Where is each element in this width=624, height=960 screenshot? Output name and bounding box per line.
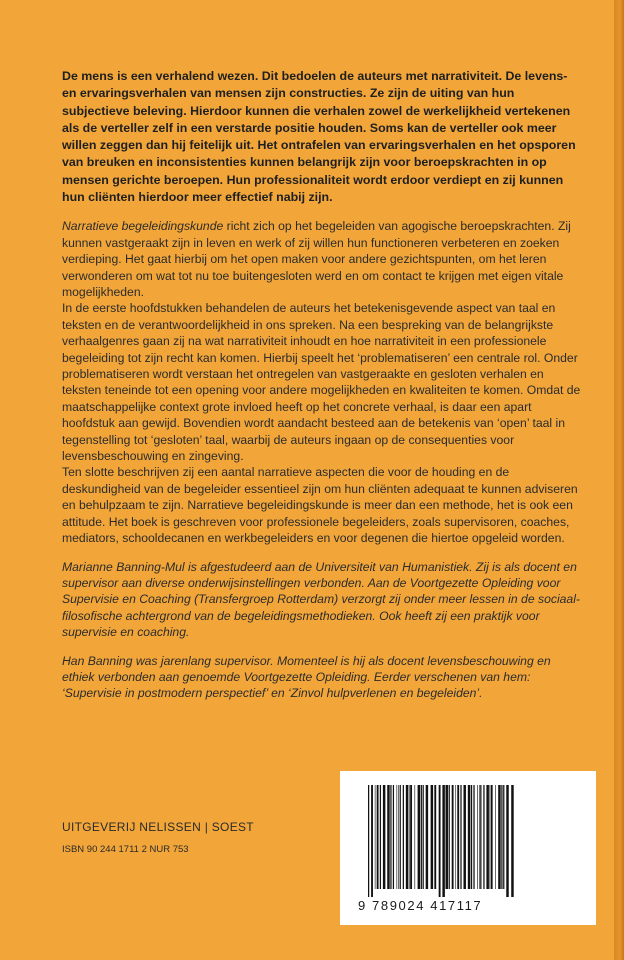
barcode-bar	[463, 785, 465, 889]
barcode-bar	[403, 785, 404, 889]
barcode-bar	[449, 785, 450, 889]
barcode-bar	[397, 785, 398, 889]
isbn-nur-line: ISBN 90 244 1711 2 NUR 753	[62, 844, 189, 855]
barcode-bar	[390, 785, 391, 889]
barcode-bar	[406, 785, 408, 889]
barcode-bar	[377, 785, 379, 889]
barcode-bar	[383, 785, 385, 889]
barcode-bar	[457, 785, 459, 889]
barcode-bars	[368, 785, 578, 897]
publisher-name: UITGEVERIJ NELISSEN | SOEST	[62, 820, 254, 834]
blurb-text-block	[62, 68, 582, 714]
barcode-bar	[483, 785, 484, 889]
barcode-bar	[452, 785, 454, 889]
barcode-bar	[439, 785, 441, 897]
description-paragraph-3: Ten slotte beschrijven zij een aantal narratieve aspecten die voor de houding en de deskundigheid van de begeleider essentieel zijn om hun cliënten adequaat te kunnen adviseren en behulpzaam te zijn. Narratieve begeleidingskunde is meer dan een methode, het is ook een attitude. Het boek is geschreven voor professionele begeleiders, zoals supervisoren, coaches, mediators, schooldecanen en werkbegeleiders en voor degenen die hiertoe opgeleid worden.	[62, 465, 578, 546]
barcode-bar	[471, 785, 472, 889]
barcode-bar	[460, 785, 461, 889]
barcode-bar	[387, 785, 389, 889]
barcode-bar	[400, 785, 401, 889]
barcode-digits: 9 789024 417117	[358, 898, 483, 913]
barcode	[340, 771, 596, 925]
barcode-bar	[393, 785, 394, 889]
intro-paragraph: De mens is een verhalend wezen. Dit bedoelen de auteurs met narrativiteit. De levens- en ervaringsverhalen van mensen zijn constructies. Ze zijn de uiting van hun subjectieve beleving. Hierdoor kunnen die verhalen zowel de werkelijkheid vertekenen als de verteller zelf in een verstarde positie houden. Soms kan de verteller ook meer willen zeggen dan hij feitelijk uit. Het ontrafelen van ervaringsverhalen en het opsporen van breuken en inconsistenties kunnen belangrijk zijn voor beroepskrachten in op mensen gerichte beroepen. Hun professionaliteit wordt erdoor verdiept en zij kunnen hun cliënten hierdoor meer effectief nabij zijn.	[62, 69, 576, 205]
barcode-bar	[455, 785, 456, 889]
description-paragraph-1	[62, 218, 582, 300]
barcode-bar	[501, 785, 502, 889]
barcode-bar	[431, 785, 433, 889]
barcode-bar	[498, 785, 500, 889]
barcode-bar	[415, 785, 416, 889]
barcode-bar	[409, 785, 410, 889]
barcode-bar	[506, 785, 508, 897]
barcode-bar	[446, 785, 448, 889]
barcode-bar	[398, 785, 399, 889]
description-paragraph-2: In de eerste hoofdstukken behandelen de auteurs het betekenisgevende aspect van taal en teksten en de verantwoordelijkheid in ons spreken. Na een bespreking van de belangrijkste verhaalgenres gaan zij na wat narrativiteit inhoudt en hoe narrativiteit in een professionele begeleiding tot zijn recht kan komen. Hierbij speelt het ‘problematiseren’ een centrale rol. Onder problematiseren wordt verstaan het ontregelen van vastgeraakte en gesloten verhalen en teksten teneinde tot een opening voor andere mogelijkheden en kwaliteiten te komen. Omdat de maatschappelijke context grote invloed heeft op het concrete verhaal, is daar een apart hoofdstuk aan gewijd. Bovendien wordt aandacht besteed aan de betekenis van ‘open’ taal in tegenstelling tot ‘gesloten’ taal, waarbij de auteurs ingaan op de consequenties voor levensbeschouwing en zingeving.	[62, 301, 581, 464]
barcode-bar	[473, 785, 474, 889]
barcode-bar	[375, 785, 376, 889]
barcode-bar	[368, 785, 369, 897]
barcode-bar	[486, 785, 488, 889]
barcode-bar	[511, 785, 513, 897]
barcode-bar	[503, 785, 504, 889]
book-title-italic: Narratieve begeleidingskunde	[62, 219, 224, 234]
barcode-bar	[426, 785, 428, 889]
barcode-bar	[434, 785, 436, 889]
barcode-bar	[423, 785, 424, 889]
barcode-bar	[468, 785, 470, 889]
author-bio-1: Marianne Banning-Mul is afgestudeerd aan de Universiteit van Humanistiek. Zij is als docent en supervisor aan diverse onderwijsinstellingen verbonden. Aan de Voortgezette Opleiding voor Supervisie en Coaching (Transfergroep Rotterdam) verzorgt zij onder meer lessen in de sociaal-filosofische achtergrond van de begeleidingsmethodieken. Ook heeft zij een praktijk voor supervisie en coaching.	[62, 559, 580, 640]
barcode-bar	[442, 785, 444, 897]
barcode-bar	[479, 785, 480, 889]
description-group	[62, 218, 582, 546]
barcode-bar	[480, 785, 481, 889]
barcode-bar	[491, 785, 493, 889]
barcode-bar	[410, 785, 412, 889]
barcode-bar	[490, 785, 491, 889]
barcode-bar	[418, 785, 420, 889]
barcode-bar	[380, 785, 381, 889]
description-paragraph-1-rest: richt zich op het begeleiden van agogische beroepskrachten. Zij kunnen vastgeraakt zijn in leven en werk of zij willen hun functioneren verbeteren en zoeken verdieping. Het gaat hierbij om het open maken voor andere gezichtspunten, om het leren verwonderen om wat tot nu toe buitengesloten werd en om contact te krijgen met eigen vitale mogelijkheden.	[62, 219, 571, 299]
book-spine-edge	[614, 0, 624, 960]
author-bio-2: Han Banning was jarenlang supervisor. Momenteel is hij als docent levensbeschouwing en ethiek verbonden aan genoemde Voortgezette Opleiding. Eerder verschenen van hem: ‘Supervisie in postmodern perspectief’ en ‘Zinvol hulpverlenen en begeleiden’.	[62, 653, 551, 701]
barcode-bar	[495, 785, 496, 889]
barcode-bar	[477, 785, 478, 889]
barcode-bar	[421, 785, 422, 889]
barcode-bar	[371, 785, 373, 897]
